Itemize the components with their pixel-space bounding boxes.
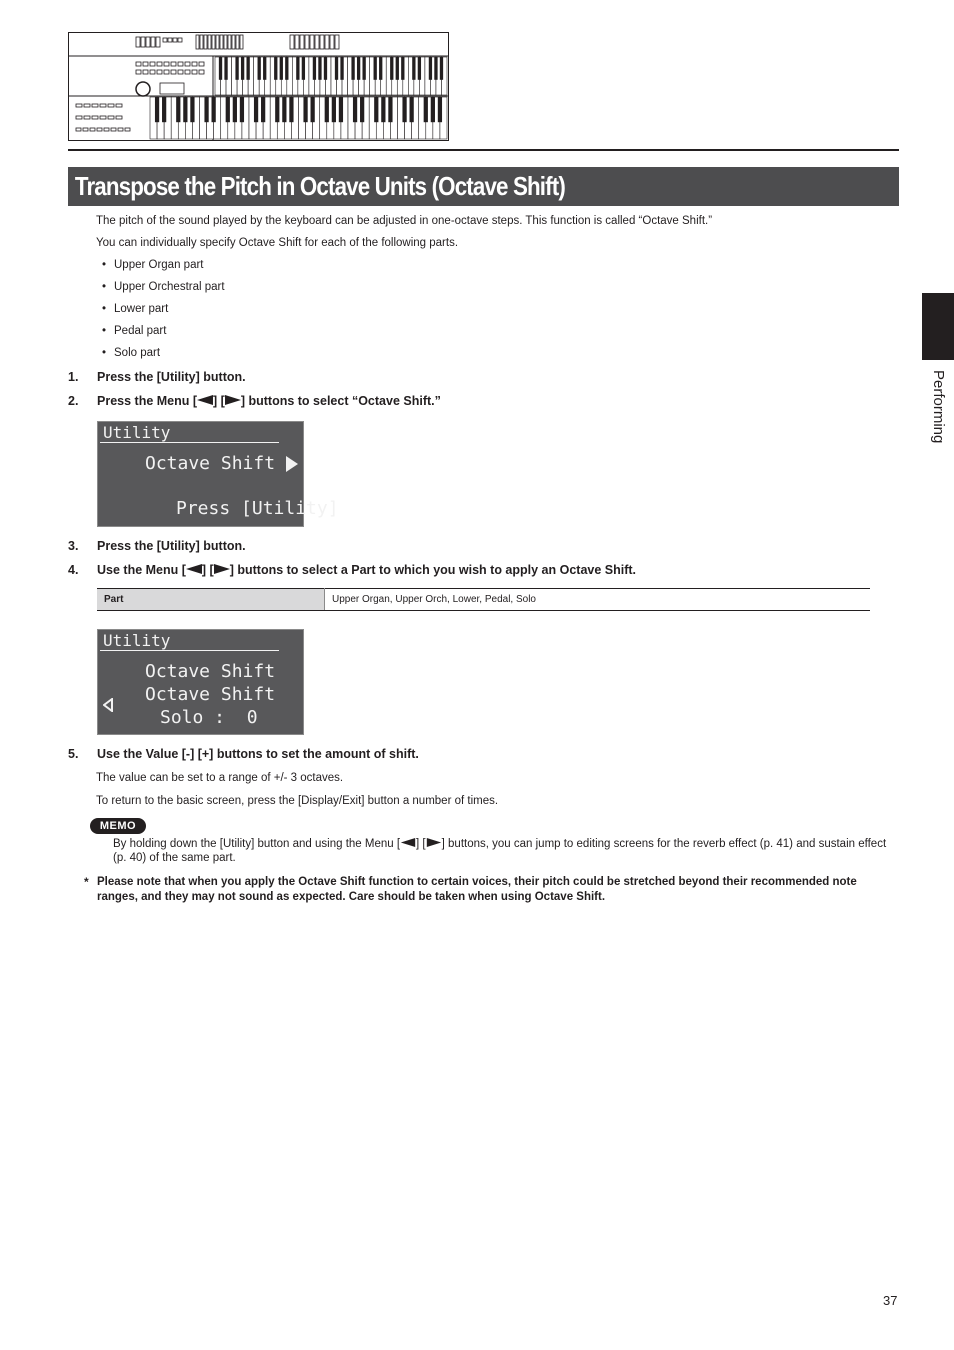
black-key	[340, 57, 343, 80]
black-key	[402, 97, 406, 122]
step-3: 3. Press the [Utility] button.	[68, 539, 246, 553]
black-key	[440, 57, 443, 80]
black-key	[313, 57, 316, 80]
black-key	[224, 57, 227, 80]
black-key	[424, 97, 428, 122]
black-key	[324, 57, 327, 80]
step-2: 2. Press the Menu [ ] [ ] buttons to select “Octave Shift.”	[68, 394, 441, 408]
black-key	[303, 97, 307, 122]
black-key	[212, 97, 216, 122]
black-key	[289, 97, 293, 122]
page-title: Transpose the Pitch in Octave Units (Octave Shift)	[74, 171, 565, 201]
black-key	[263, 57, 266, 80]
menu-left-icon	[186, 564, 202, 574]
black-key	[318, 57, 321, 80]
black-key	[401, 57, 404, 80]
black-key	[390, 57, 393, 80]
list-item: • Upper Organ part	[102, 259, 204, 271]
black-key	[351, 57, 354, 80]
list-item: • Solo part	[102, 347, 161, 359]
black-key	[388, 97, 392, 122]
black-key	[418, 57, 421, 80]
black-key	[233, 97, 237, 122]
lcd-left-arrow-icon	[103, 698, 113, 712]
black-key	[258, 57, 261, 80]
black-key	[285, 57, 288, 80]
black-key	[396, 57, 399, 80]
menu-left-icon	[400, 838, 416, 847]
black-key	[339, 97, 343, 122]
black-key	[261, 97, 265, 122]
lcd-line: Octave Shift	[145, 661, 276, 682]
caution-note: Please note that when you apply the Octave Shift function to certain voices, their pitch could be stretched beyond their recommended note ranges, and they may not sound as expected. Care should be taken when using Octave Shift.	[97, 876, 857, 903]
black-key	[374, 97, 378, 122]
black-key	[302, 57, 305, 80]
black-key	[176, 97, 180, 122]
black-key	[335, 57, 338, 80]
lcd-line: Press [Utility]	[176, 498, 339, 519]
black-key	[240, 97, 244, 122]
lcd-right-arrow-icon	[286, 456, 298, 472]
step-1: 1. Press the [Utility] button.	[68, 370, 246, 384]
black-key	[190, 97, 194, 122]
organ-panel-illustration	[68, 32, 449, 141]
parameter-table	[97, 588, 870, 611]
black-key	[296, 57, 299, 80]
param-value: Upper Organ, Upper Orch, Lower, Pedal, Solo	[325, 589, 871, 611]
black-key	[379, 57, 382, 80]
note-asterisk: *	[84, 875, 89, 889]
top-rule	[68, 149, 899, 151]
black-key	[362, 57, 365, 80]
black-key	[438, 97, 442, 122]
black-key	[353, 97, 357, 122]
black-key	[235, 57, 238, 80]
memo-badge: MEMO	[90, 818, 146, 834]
black-key	[325, 97, 329, 122]
black-key	[374, 57, 377, 80]
black-key	[311, 97, 315, 122]
step-4: 4. Use the Menu [ ] [ ] buttons to select a Part to which you wish to apply an Octave Shift.	[68, 563, 637, 577]
param-key: Part	[97, 589, 325, 611]
black-key	[434, 57, 437, 80]
lcd-header: Utility	[103, 631, 171, 650]
table-row	[97, 589, 870, 611]
lcd-screen-part-select	[97, 629, 304, 735]
black-key	[226, 97, 230, 122]
list-item: • Lower part	[102, 303, 169, 315]
chapter-tab-label: Performing	[930, 370, 947, 444]
lcd-line: Solo : 0	[160, 707, 258, 728]
section-title-bar	[68, 167, 899, 206]
lcd-screen-octave-shift	[97, 421, 339, 527]
menu-right-icon	[214, 564, 230, 574]
black-key	[282, 97, 286, 122]
black-key	[155, 97, 159, 122]
black-key	[219, 57, 222, 80]
black-key	[204, 97, 208, 122]
black-key	[241, 57, 244, 80]
list-item: • Upper Orchestral part	[102, 281, 225, 293]
black-key	[429, 57, 432, 80]
black-key	[246, 57, 249, 80]
black-key	[274, 57, 277, 80]
black-key	[357, 57, 360, 80]
menu-right-icon	[225, 395, 241, 405]
intro-paragraph-1: The pitch of the sound played by the keyboard can be adjusted in one-octave steps. This function is called “Octave Shift.”	[96, 215, 713, 227]
black-key	[275, 97, 279, 122]
step-5-note: To return to the basic screen, press the [Display/Exit] button a number of times.	[96, 795, 499, 807]
black-key	[431, 97, 435, 122]
memo-text: By holding down the [Utility] button and using the Menu [ ] [ ] buttons, you can jump to editing screens for the reverb effect (p. 41) and sustain effect (p. 40) of the same part.	[113, 838, 887, 864]
step-5: 5. Use the Value [-] [+] buttons to set the amount of shift.	[68, 747, 419, 761]
chapter-tab	[922, 293, 954, 360]
black-key	[280, 57, 283, 80]
menu-left-icon	[197, 395, 213, 405]
black-key	[381, 97, 385, 122]
step-5-note: The value can be set to a range of +/- 3 octaves.	[96, 772, 344, 784]
black-key	[412, 57, 415, 80]
list-item: • Pedal part	[102, 325, 167, 337]
black-key	[254, 97, 258, 122]
black-key	[360, 97, 364, 122]
page-number: 37	[883, 1293, 898, 1308]
black-key	[332, 97, 336, 122]
black-key	[410, 97, 414, 122]
black-key	[183, 97, 187, 122]
menu-right-icon	[426, 838, 442, 847]
black-key	[162, 97, 166, 122]
lcd-header: Utility	[103, 423, 171, 442]
lcd-line: Octave Shift	[145, 684, 276, 705]
lcd-line: Octave Shift	[145, 453, 276, 474]
intro-paragraph-2: You can individually specify Octave Shift for each of the following parts.	[96, 237, 459, 249]
